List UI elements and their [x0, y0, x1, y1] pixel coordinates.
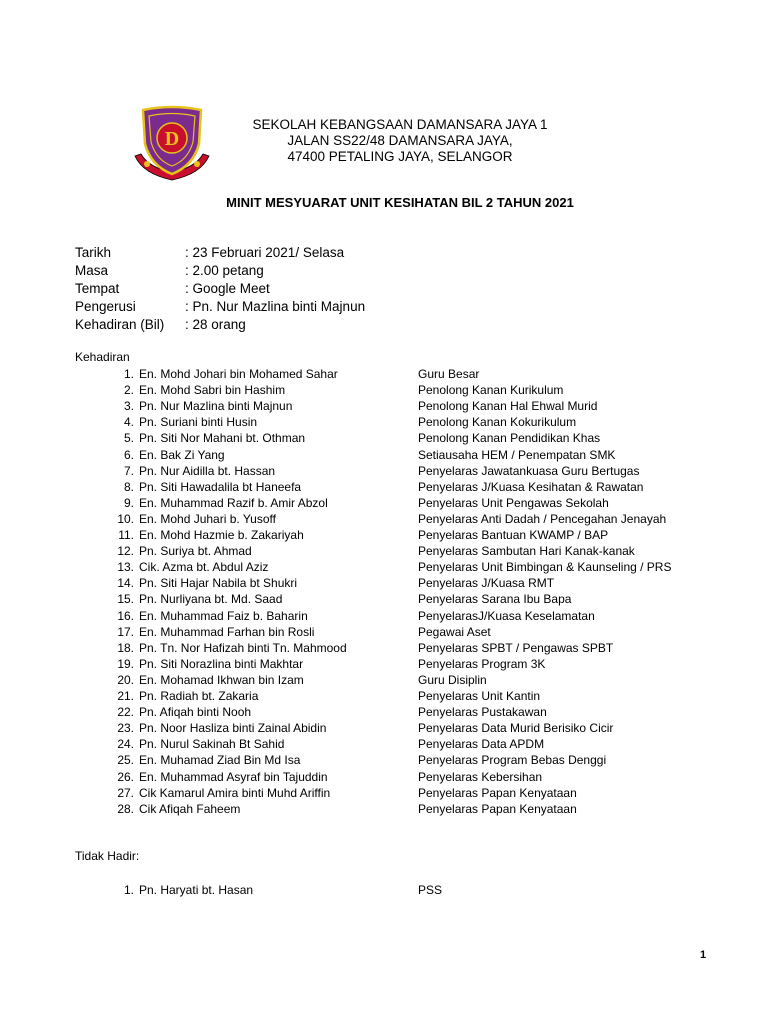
member-role: Penyelaras Pustakawan: [418, 705, 547, 720]
member-name: En. Mohd Juhari b. Yusoff: [139, 511, 276, 526]
list-item: [0, 608, 768, 624]
info-value: : Pn. Nur Mazlina binti Majnun: [185, 299, 366, 314]
item-number: 1.: [123, 367, 134, 381]
member-role: Penyelaras Sarana Ibu Bapa: [418, 592, 572, 607]
list-item: [0, 882, 768, 898]
member-name: Pn. Siti Hawadalila bt Haneefa: [139, 479, 302, 494]
item-number: 11.: [118, 528, 134, 542]
member-role: Penyelaras Kebersihan: [418, 769, 543, 784]
item-number: 15.: [117, 592, 134, 607]
item-number: 17.: [117, 624, 134, 639]
member-name: Pn. Noor Hasliza binti Zainal Abidin: [139, 721, 327, 736]
member-name: En. Muhamad Ziad Bin Md Isa: [139, 753, 301, 768]
list-item: [0, 463, 768, 479]
document-title: MINIT MESYUARAT UNIT KESIHATAN BIL 2 TAHUN 2021: [226, 195, 574, 210]
member-name: Cik Kamarul Amira binti Muhd Ariffin: [139, 785, 331, 800]
item-number: 1.: [123, 883, 134, 897]
list-item: [0, 624, 768, 640]
info-value: : Google Meet: [185, 281, 270, 296]
item-number: 19.: [117, 656, 134, 671]
item-number: 8.: [123, 479, 134, 494]
member-name: Pn. Suriani binti Husin: [139, 415, 258, 430]
member-role: Penyelaras J/Kuasa Kesihatan & Rawatan: [418, 479, 644, 494]
member-role: Penyelaras Program Bebas Denggi: [418, 753, 607, 768]
member-name: En. Bak Zi Yang: [139, 447, 225, 462]
list-item: [0, 720, 768, 736]
member-name: Cik Afiqah Faheem: [139, 801, 241, 816]
member-name: En. Mohamad Ikhwan bin Izam: [139, 672, 304, 687]
info-value: : 28 orang: [185, 317, 246, 332]
list-item: [0, 511, 768, 527]
list-item: [0, 559, 768, 575]
list-item: [0, 543, 768, 559]
list-item: [0, 479, 768, 495]
item-number: 22.: [117, 705, 134, 720]
member-role: Penyelaras Data Murid Berisiko Cicir: [418, 721, 614, 736]
member-name: Pn. Siti Norazlina binti Makhtar: [139, 656, 304, 671]
item-number: 12.: [117, 544, 134, 559]
info-value: : 23 Februari 2021/ Selasa: [185, 245, 345, 260]
member-name: Pn. Tn. Nor Hafizah binti Tn. Mahmood: [139, 640, 347, 655]
list-item: [0, 640, 768, 656]
member-name: Pn. Siti Hajar Nabila bt Shukri: [139, 576, 298, 591]
list-item: [0, 366, 768, 382]
member-role: PSS: [418, 883, 443, 897]
member-role: Penyelaras Papan Kenyataan: [418, 785, 577, 800]
member-role: Guru Besar: [418, 367, 480, 381]
item-number: 27.: [117, 785, 134, 800]
list-item: [0, 656, 768, 672]
info-label: Kehadiran (Bil): [75, 317, 165, 332]
list-item: [0, 672, 768, 688]
list-item: [0, 414, 768, 430]
school-name: SEKOLAH KEBANGSAAN DAMANSARA JAYA 1: [252, 117, 548, 132]
member-name: Cik. Azma bt. Abdul Aziz: [139, 560, 269, 575]
item-number: 6.: [123, 447, 134, 462]
item-number: 3.: [123, 399, 134, 414]
member-role: Penyelaras Jawatankuasa Guru Bertugas: [418, 463, 640, 478]
item-number: 28.: [117, 801, 134, 816]
list-item: [0, 769, 768, 785]
member-role: Penyelaras Unit Pengawas Sekolah: [418, 495, 609, 510]
member-name: Pn. Radiah bt. Zakaria: [139, 689, 259, 703]
item-number: 25.: [117, 753, 134, 768]
item-number: 9.: [123, 495, 134, 510]
list-item: [0, 752, 768, 768]
member-role: Penolong Kanan Hal Ehwal Murid: [418, 399, 598, 414]
member-name: Pn. Nurliyana bt. Md. Saad: [139, 592, 283, 607]
school-address-line-1: JALAN SS22/48 DAMANSARA JAYA,: [287, 133, 513, 148]
member-role: Penyelaras Papan Kenyataan: [418, 801, 577, 816]
member-role: Penolong Kanan Kokurikulum: [418, 415, 577, 430]
member-name: En. Muhammad Asyraf bin Tajuddin: [139, 769, 328, 784]
member-role: Penyelaras Program 3K: [418, 656, 546, 671]
absent-heading: Tidak Hadir:: [75, 849, 140, 863]
list-item: [0, 704, 768, 720]
item-number: 21.: [117, 689, 134, 703]
list-item: [0, 527, 768, 543]
info-label: Tarikh: [75, 245, 112, 260]
logo-letter: D: [164, 128, 180, 150]
list-item: [0, 495, 768, 511]
member-name: En. Mohd Hazmie b. Zakariyah: [139, 528, 304, 542]
item-number: 23.: [117, 721, 134, 736]
member-role: Setiausaha HEM / Penempatan SMK: [418, 447, 616, 462]
member-name: En. Muhammad Farhan bin Rosli: [139, 624, 315, 639]
member-role: Penolong Kanan Pendidikan Khas: [418, 431, 601, 446]
school-address-line-2: 47400 PETALING JAYA, SELANGOR: [287, 149, 513, 164]
item-number: 7.: [123, 463, 134, 478]
item-number: 26.: [117, 769, 134, 784]
item-number: 2.: [123, 383, 134, 398]
page-number: 1: [700, 949, 707, 961]
list-item: [0, 591, 768, 607]
info-label: Tempat: [75, 281, 120, 296]
member-name: Pn. Afiqah binti Nooh: [139, 705, 252, 720]
member-name: Pn. Nur Mazlina binti Majnun: [139, 399, 293, 414]
item-number: 14.: [117, 576, 134, 591]
member-role: Pegawai Aset: [418, 624, 491, 639]
list-item: [0, 447, 768, 463]
item-number: 18.: [117, 640, 134, 655]
list-item: [0, 398, 768, 414]
info-label: Masa: [75, 263, 109, 278]
member-role: Penyelaras Sambutan Hari Kanak-kanak: [418, 544, 635, 559]
item-number: 20.: [117, 672, 134, 687]
member-role: PenyelarasJ/Kuasa Keselamatan: [418, 608, 595, 623]
item-number: 5.: [123, 431, 134, 446]
member-role: Penyelaras Unit Kantin: [418, 689, 541, 703]
member-role: Guru Disiplin: [418, 672, 487, 687]
member-name: En. Muhammad Razif b. Amir Abzol: [139, 495, 328, 510]
list-item: [0, 575, 768, 591]
member-role: Penolong Kanan Kurikulum: [418, 383, 564, 398]
item-number: 4.: [123, 415, 134, 430]
item-number: 16.: [117, 608, 134, 623]
member-role: Penyelaras Unit Bimbingan & Kaunseling / PRS: [418, 560, 672, 575]
member-name: En. Mohd Sabri bin Hashim: [139, 383, 286, 398]
member-name: Pn. Nurul Sakinah Bt Sahid: [139, 737, 285, 752]
info-label: Pengerusi: [75, 299, 136, 314]
member-role: Penyelaras J/Kuasa RMT: [418, 576, 555, 591]
list-item: [0, 688, 768, 704]
item-number: 13.: [117, 560, 134, 575]
member-role: Penyelaras SPBT / Pengawas SPBT: [418, 640, 614, 655]
member-name: Pn. Haryati bt. Hasan: [139, 883, 254, 897]
info-value: : 2.00 petang: [185, 263, 264, 278]
member-name: En. Muhammad Faiz b. Baharin: [139, 608, 308, 623]
member-role: Penyelaras Bantuan KWAMP / BAP: [418, 528, 609, 542]
member-name: En. Mohd Johari bin Mohamed Sahar: [139, 367, 338, 381]
member-role: Penyelaras Data APDM: [418, 737, 545, 752]
list-item: [0, 785, 768, 801]
member-role: Penyelaras Anti Dadah / Pencegahan Jenayah: [418, 511, 667, 526]
attendance-heading: Kehadiran: [75, 350, 130, 364]
list-item: [0, 801, 768, 817]
item-number: 24.: [117, 737, 134, 752]
list-item: [0, 430, 768, 446]
list-item: [0, 382, 768, 398]
member-name: Pn. Nur Aidilla bt. Hassan: [139, 463, 276, 478]
list-item: [0, 736, 768, 752]
item-number: 10.: [117, 511, 134, 526]
member-name: Pn. Suriya bt. Ahmad: [139, 544, 252, 559]
member-name: Pn. Siti Nor Mahani bt. Othman: [139, 431, 306, 446]
